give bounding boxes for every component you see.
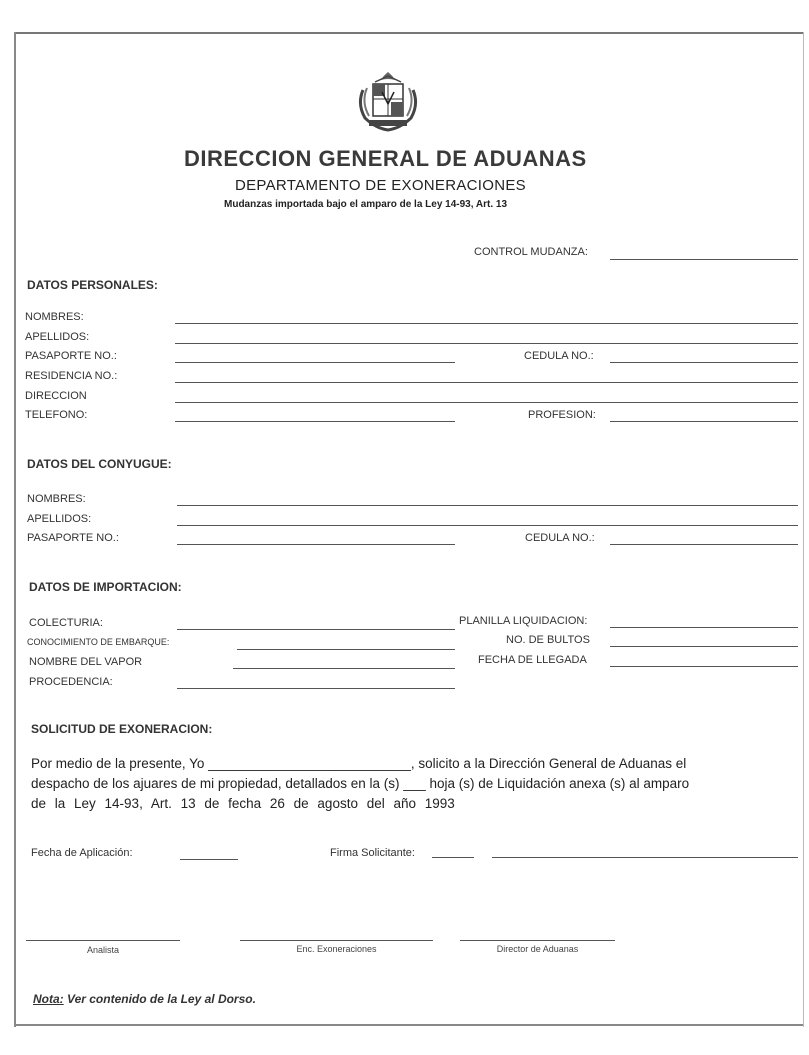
procedencia-field[interactable] <box>177 688 455 689</box>
telefono-field[interactable] <box>175 421 455 422</box>
conyugue-nombres-label: NOMBRES: <box>27 493 86 505</box>
firma-label: Firma Solicitante: <box>330 847 415 859</box>
solicitud-heading: SOLICITUD DE EXONERACION: <box>31 722 213 736</box>
planilla-label: PLANILLA LIQUIDACION: <box>459 615 588 627</box>
telefono-label: TELEFONO: <box>25 409 88 421</box>
cedula-label: CEDULA NO.: <box>524 350 594 362</box>
control-mudanza-field[interactable] <box>610 259 798 260</box>
residencia-field[interactable] <box>175 382 798 383</box>
nombres-field[interactable] <box>175 323 798 324</box>
solicitud-line-3: de la Ley 14-93, Art. 13 de fecha 26 de agosto del año 1993 <box>31 796 455 811</box>
colecturia-field[interactable] <box>177 629 455 630</box>
llegada-field[interactable] <box>610 666 798 667</box>
cedula-field[interactable] <box>610 362 798 363</box>
control-mudanza-label: CONTROL MUDANZA: <box>474 246 588 258</box>
importacion-heading: DATOS DE IMPORTACION: <box>29 580 182 594</box>
colecturia-label: COLECTURIA: <box>29 617 103 629</box>
fecha-aplicacion-label: Fecha de Aplicación: <box>31 847 133 859</box>
conyugue-cedula-field[interactable] <box>610 544 798 545</box>
vapor-field[interactable] <box>233 668 455 669</box>
profesion-label: PROFESION: <box>528 409 596 421</box>
direccion-field[interactable] <box>175 402 798 403</box>
vapor-label: NOMBRE DEL VAPOR <box>29 656 143 668</box>
personal-heading: DATOS PERSONALES: <box>27 278 158 292</box>
firma-field-short[interactable] <box>432 857 474 858</box>
profesion-field[interactable] <box>610 421 798 422</box>
coat-of-arms-icon <box>353 68 423 134</box>
pasaporte-label: PASAPORTE NO.: <box>25 350 117 362</box>
conyugue-pasaporte-field[interactable] <box>177 544 455 545</box>
analista-signature-line[interactable] <box>26 940 180 941</box>
apellidos-field[interactable] <box>175 343 798 344</box>
conyugue-apellidos-label: APELLIDOS: <box>27 513 92 525</box>
enc-label: Enc. Exoneraciones <box>296 944 377 954</box>
solicitud-line-1: Por medio de la presente, Yo ___________________________, solicito a la Dirección General de Aduanas el <box>31 756 687 771</box>
pasaporte-field[interactable] <box>175 362 455 363</box>
frame-right <box>803 32 804 1027</box>
department-title: DEPARTAMENTO DE EXONERACIONES <box>235 177 526 194</box>
director-signature-line[interactable] <box>460 940 615 941</box>
bultos-field[interactable] <box>610 646 798 647</box>
director-label: Director de Aduanas <box>496 944 579 954</box>
law-subtitle: Mudanzas importada bajo el amparo de la Ley 14-93, Art. 13 <box>224 199 508 210</box>
conocimiento-field[interactable] <box>237 649 455 650</box>
procedencia-label: PROCEDENCIA: <box>29 676 113 688</box>
solicitud-line-2: despacho de los ajuares de mi propiedad, detallados en la (s) ___ hoja (s) de Liquidación anexa (s) al amparo <box>31 776 690 791</box>
planilla-field[interactable] <box>610 627 798 628</box>
llegada-label: FECHA DE LLEGADA <box>478 654 587 666</box>
page-title: DIRECCION GENERAL DE ADUANAS <box>184 146 587 171</box>
nombres-label: NOMBRES: <box>25 311 84 323</box>
apellidos-label: APELLIDOS: <box>25 331 90 343</box>
fecha-aplicacion-field[interactable] <box>180 859 238 860</box>
conyugue-heading: DATOS DEL CONYUGUE: <box>27 457 172 471</box>
bultos-label: NO. DE BULTOS <box>506 634 590 646</box>
frame-left <box>14 32 16 1027</box>
nota <box>33 992 256 1006</box>
conyugue-nombres-field[interactable] <box>177 505 798 506</box>
enc-signature-line[interactable] <box>240 940 433 941</box>
conyugue-cedula-label: CEDULA NO.: <box>525 532 595 544</box>
frame-bottom <box>14 1024 804 1026</box>
firma-field[interactable] <box>492 857 798 858</box>
direccion-label: DIRECCION <box>25 390 87 402</box>
nota-label: Nota: <box>33 992 64 1006</box>
analista-label: Analista <box>86 945 120 955</box>
conocimiento-label: CONOCIMIENTO DE EMBARQUE: <box>27 637 170 647</box>
frame-top <box>14 32 804 34</box>
conyugue-pasaporte-label: PASAPORTE NO.: <box>27 532 119 544</box>
nota-text: Ver contenido de la Ley al Dorso. <box>63 992 256 1006</box>
conyugue-apellidos-field[interactable] <box>177 525 798 526</box>
residencia-label: RESIDENCIA NO.: <box>25 370 118 382</box>
